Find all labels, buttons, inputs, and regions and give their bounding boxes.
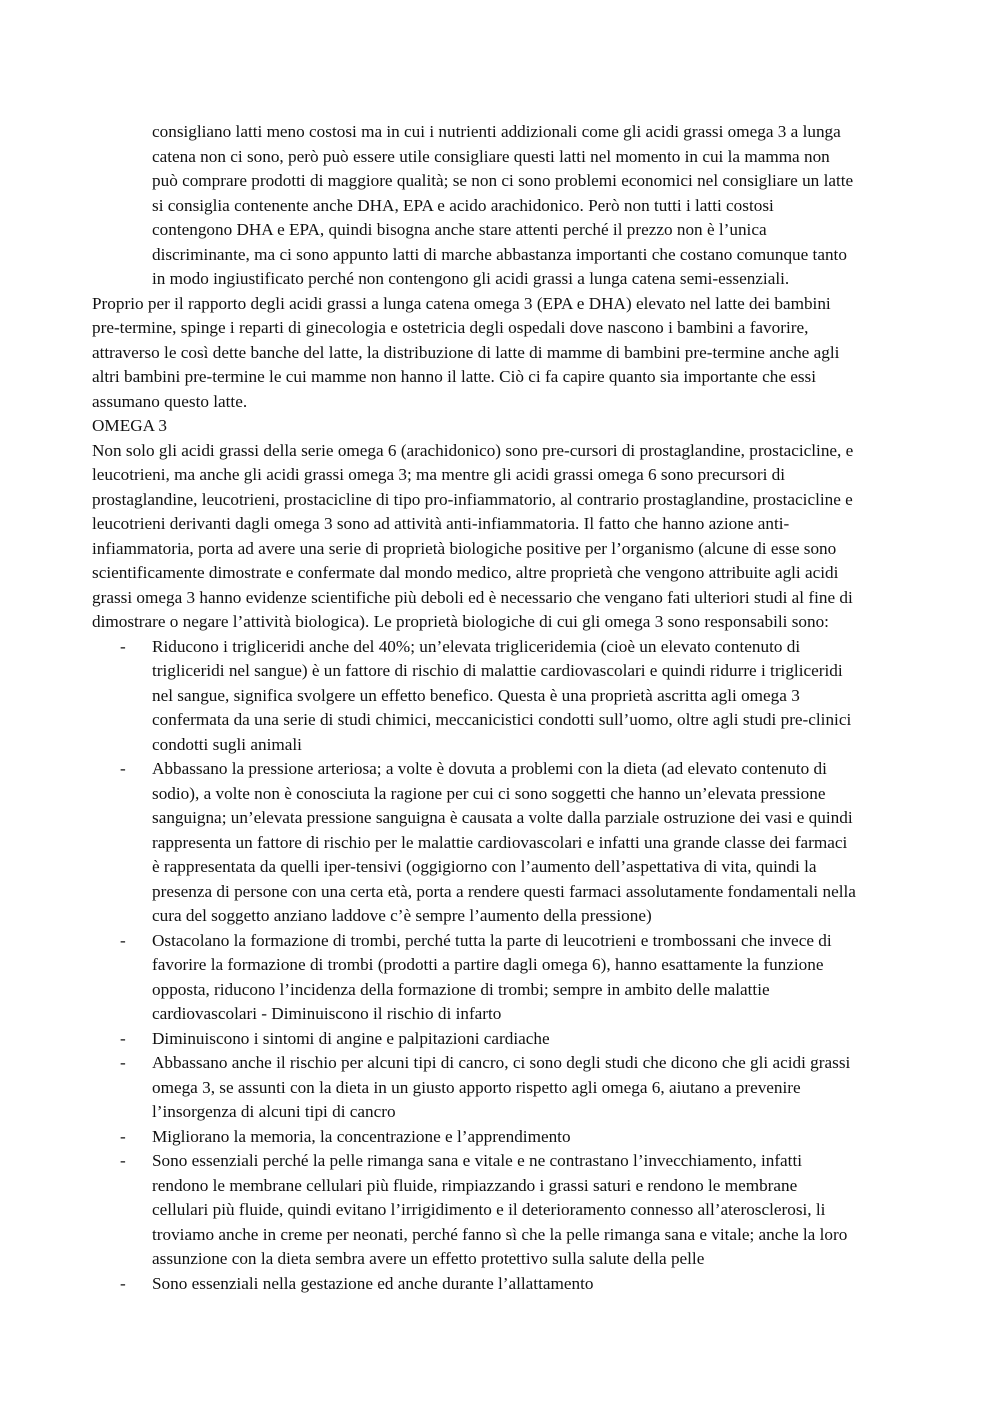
paragraph-line: attraverso le così dette banche del latte, la distribuzione di latte di mamme di bambini pre-termine anche agli	[92, 342, 840, 362]
bullet-marker: -	[120, 930, 126, 950]
bullet-item-line: Sono essenziali perché la pelle rimanga sana e vitale e ne contrastano l’invecchiamento, infatti	[152, 1151, 802, 1170]
bullet-item-line: Ostacolano la formazione di trombi, perché tutta la parte di leucotrieni e trombossani che invece di	[152, 930, 832, 950]
bullet-marker: -	[120, 1126, 126, 1146]
intro-line: discriminante, ma ci sono appunto latti di marche abbastanza importanti che costano comunque tanto	[152, 244, 847, 264]
paragraph-line: infiammatoria, porta ad avere una serie di proprietà biologiche positive per l’organismo (alcune di esse sono	[92, 538, 837, 558]
paragraph-line: Proprio per il rapporto degli acidi grassi a lunga catena omega 3 (EPA e DHA) elevato nel latte dei bambini	[92, 293, 831, 313]
bullet-item-line: l’insorgenza di alcuni tipi di cancro	[152, 1102, 396, 1121]
bullet-marker: -	[120, 1273, 126, 1293]
bullet-marker: -	[120, 636, 126, 656]
bullet-item-line: cellulari più fluide, quindi evitano l’irrigidimento e il deterioramento connesso all’aterosclerosi, li	[152, 1200, 826, 1219]
bullet-marker: -	[120, 759, 126, 778]
section-heading: OMEGA 3	[92, 416, 167, 435]
intro-line: consigliano latti meno costosi ma in cui i nutrienti addizionali come gli acidi grassi omega 3 a lunga	[152, 122, 841, 141]
bullet-item-line: Migliorano la memoria, la concentrazione e l’apprendimento	[152, 1126, 571, 1146]
bullet-item-line: Abbassano anche il rischio per alcuni tipi di cancro, ci sono degli studi che dicono che gli acidi grassi	[152, 1053, 851, 1072]
paragraph-line: assumano questo latte.	[92, 391, 248, 411]
intro-line: si consiglia contenente anche DHA, EPA e acido arachidonico. Però non tutti i latti costosi	[152, 195, 774, 215]
paragraph-line: leucotrieni, ma anche gli acidi grassi omega 3; ma mentre gli acidi grassi omega 6 sono precursori di	[92, 465, 786, 484]
bullet-item-line: è rappresentata da quelli iper-tensivi (oggigiorno con l’aumento dell’aspettativa di vita, quindi la	[152, 857, 817, 876]
bullet-item-line: troviamo anche in creme per neonati, perché fanno sì che la pelle rimanga sana e vitale; anche la loro	[152, 1224, 848, 1244]
intro-line: contengono DHA e EPA, quindi bisogna anche stare attenti perché il prezzo non è l’unica	[152, 220, 767, 239]
bullet-item-line: nel sangue, significa svolgere un effetto benefico. Questa è una proprietà ascritta agli omega 3	[152, 685, 800, 705]
bullet-item-line: Diminuiscono i sintomi di angine e palpitazioni cardiache	[152, 1028, 550, 1048]
paragraph-line: dimostrare o negare l’attività biologica). Le proprietà biologiche di cui gli omega 3 sono responsabili sono:	[92, 612, 829, 631]
bullet-item-line: Abbassano la pressione arteriosa; a volte è dovuta a problemi con la dieta (ad elevato contenuto di	[152, 759, 827, 778]
bullet-item-line: confermata da una serie di studi chimici, meccanicistici condotti sull’uomo, oltre agli studi pre-clinici	[152, 710, 852, 729]
bullet-item-line: cura del soggetto anziano laddove c’è sempre l’aumento della pressione)	[152, 906, 652, 925]
paragraph-line: Non solo gli acidi grassi della serie omega 6 (arachidonico) sono pre-cursori di prostaglandine, prostacicline, e	[92, 440, 854, 460]
bullet-marker: -	[120, 1028, 126, 1048]
bullet-item-line: Sono essenziali nella gestazione ed anche durante l’allattamento	[152, 1273, 594, 1293]
paragraph-line: pre-termine, spinge i reparti di ginecologia e ostetricia degli ospedali dove nascono i bambini a favorire,	[92, 318, 809, 337]
intro-line: in modo ingiustificato perché non contengono gli acidi grassi a lunga catena semi-essenziali.	[152, 269, 790, 288]
paragraph-line: grassi omega 3 hanno evidenze scientifiche più deboli ed è necessario che vengano fati ulteriori studi al fine di	[92, 587, 853, 607]
bullet-marker: -	[120, 1151, 126, 1170]
bullet-item-line: trigliceridi nel sangue) è un fattore di rischio di malattie cardiovascolari e quindi ridurre i trigliceridi	[152, 661, 843, 680]
bullet-marker: -	[120, 1053, 126, 1072]
bullet-item-line: rappresenta un fattore di rischio per le malattie cardiovascolari e infatti una grande classe dei farmaci	[152, 832, 848, 852]
bullet-item-line: Riducono i trigliceridi anche del 40%; un’elevata trigliceridemia (cioè un elevato contenuto di	[152, 636, 801, 656]
bullet-item-line: sanguigna; un’elevata pressione sanguigna è causata a volte dalla parziale ostruzione dei vasi e quindi	[152, 808, 853, 827]
bullet-item-line: favorire la formazione di trombi (prodotti a partire dagli omega 6), hanno esattamente la funzione	[152, 955, 824, 974]
bullet-item-line: opposta, riducono l’incidenza della formazione di trombi; sempre in ambito delle malattie	[152, 979, 770, 999]
intro-line: catena non ci sono, però può essere utile consigliare questi latti nel momento in cui la mamma non	[152, 146, 830, 166]
bullet-item-line: omega 3, se assunti con la dieta in un giusto apporto rispetto agli omega 6, aiutano a prevenire	[152, 1077, 801, 1097]
bullet-item-line: presenza di persone con una certa età, porta a rendere questi farmaci assolutamente fondamentali nella	[152, 881, 856, 901]
paragraph-line: altri bambini pre-termine le cui mamme non hanno il latte. Ciò ci fa capire quanto sia importante che essi	[92, 367, 817, 386]
paragraph-line: leucotrieni derivanti dagli omega 3 sono ad attività anti-infiammatoria. Il fatto che hanno azione anti-	[92, 514, 790, 533]
bullet-item-line: assunzione con la dieta sembra avere un effetto protettivo sulla salute della pelle	[152, 1249, 705, 1268]
bullet-item-line: cardiovascolari - Diminuiscono il rischio di infarto	[152, 1004, 502, 1023]
bullet-item-line: rendono le membrane cellulari più fluide, rimpiazzando i grassi saturi e rendono le membrane	[152, 1175, 798, 1195]
intro-line: può comprare prodotti di maggiore qualità; se non ci sono problemi economici nel consigliare un latte	[152, 171, 854, 190]
bullet-item-line: sodio), a volte non è conosciuta la ragione per cui ci sono soggetti che hanno un’elevata pressione	[152, 783, 826, 803]
paragraph-line: scientificamente dimostrate e confermate dal mondo medico, altre proprietà che vengono attribuite agli acidi	[92, 563, 839, 582]
paragraph-line: prostaglandine, leucotrieni, prostacicline di tipo pro-infiammatorio, al contrario prostaglandine, prostacicline e	[92, 489, 853, 509]
bullet-item-line: condotti sugli animali	[152, 734, 302, 754]
